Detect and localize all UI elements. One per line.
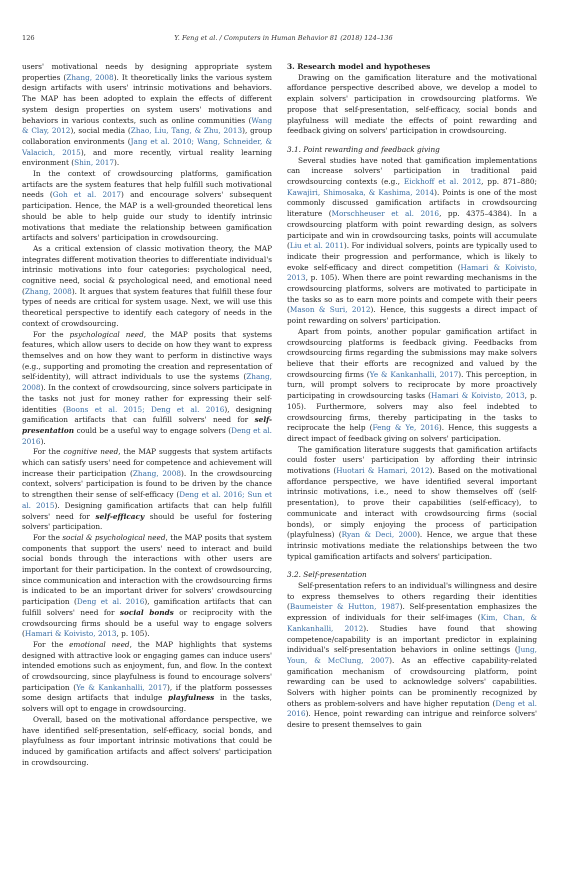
paragraph: For the social & psychological need, the MAP posits that system components that support the users' need to interact and build social bonds through the interactions with other users are important for their participation. In the context of crowdsourcing, since communication and interaction with the crowdsourcing firms is indicated to be an important driver for solvers' crowdsourcing participation (Deng et al. 2016), gamification artifacts that can fulfill solvers' need for social bonds or reciprocity with the crowdsourcing firms should be a useful way to engage solvers (Hamari & Koivisto, 2013, p. 105). bbox=[22, 532, 272, 639]
paragraph: As a critical extension of classic motivation theory, the MAP integrates different motivation theories to differentiate individual's intrinsic motivations into four categories: psychological need, cognitive need, social & psychological need, and emotional need (Zhang, 2008). It argues that system features that fulfill these four types of needs are critical for system usage. Next, we will use this theoretical perspective to identify each category of needs in the context of crowdsourcing. bbox=[22, 243, 273, 328]
citation-link[interactable]: Huotari & Hamari, 2012 bbox=[336, 466, 430, 476]
paragraph: In the context of crowdsourcing platforms, gamification artifacts are the system features that help fulfill such motivational needs (Goh et al. 2017) and encourage solvers' subsequent participation. Hence, the MAP is a well-grounded theoretical lens should be able to help guide our study to identify intrinsic motivations that mediate the relationship between gamification artifacts and solvers' participation in crowdsourcing. bbox=[22, 169, 272, 243]
citation-link[interactable]: Deng et al. 2016 bbox=[76, 597, 145, 607]
subsection-heading: 3.1. Point rewarding and feedback giving bbox=[287, 144, 440, 154]
citation-link[interactable]: Deng et al. 2016; Sun et al. 2015 bbox=[22, 490, 272, 510]
citation-link[interactable]: Hamari & Koivisto, 2013 bbox=[287, 262, 537, 283]
right-column bbox=[287, 62, 537, 731]
key-term: self-efficacy bbox=[95, 511, 145, 521]
paragraph: For the psychological need, the MAP posits that systems features, which allow users to decide on how they want to express themselves and on how they want to perform in distinctive ways (e.g., supporting and promoting the creation and representation of self-identity), will attract individuals to use the systems (Zhang, 2008). In the context of crowdsourcing, since solvers participate in the tasks not just for money rather for expressing their self-identities (Boons et al. 2015; Deng et al. 2016), designing gamification artifacts that can fulfill solvers' need for self-presentation could be a useful way to engage solvers (Deng et al. 2016). bbox=[22, 329, 273, 446]
citation-link[interactable]: Eickhoff et al. 2012 bbox=[403, 177, 482, 187]
paragraph: Overall, based on the motivational affordance perspective, we have identified self-presentation, self-efficacy, social bonds, and playfulness as four important intrinsic motivations that could be induced by gamification artifacts and affect solvers' participation in crowdsourcing. bbox=[22, 714, 272, 767]
page-header bbox=[22, 30, 545, 44]
citation-link[interactable]: Kawajiri, Shimosaka, & Kashima, 2014 bbox=[287, 187, 435, 197]
key-term: playfulness bbox=[168, 693, 215, 703]
citation-link[interactable]: Hamari & Koivisto, 2013 bbox=[430, 391, 525, 401]
paragraph: Several studies have noted that gamification implementations can increase solvers' participation in traditional paid crowdsourcing contexts (e.g., Eickhoff et al. 2012, pp. 871–880; Kawajiri, Shimosaka, & Kashima, 2014). Points is one of the most commonly discussed gamification artifacts in crowdsourcing literature (Morschheuser et al. 2016, pp. 4375–4384). In a crowdsourcing platform with point rewarding design, as solvers participate and win in crowdsourcing tasks, points will accumulate (Liu et al. 2011). For individual solvers, points are typically used to indicate their progression and performance, which is likely to evoke self-efficacy and direct competition (Hamari & Koivisto, 2013, p. 105). When there are point rewarding mechanisms in the crowdsourcing platforms, solvers are motivated to participate in the tasks so as to earn more points and compete with their peers (Mason & Suri, 2012). Hence, this suggests a direct impact of point rewarding on solvers' participation. bbox=[287, 155, 538, 326]
paragraph: The gamification literature suggests that gamification artifacts could foster users' participation by affording their intrinsic motivations (Huotari & Hamari, 2012). Based on the motivational affordance perspective, we have identified several important intrinsic motivations, i.e., need to show themselves off (self-presentation), to prove their capabilities (self-efficacy), to communicate and interact with crowdsourcing firms (social bonds), or simply enjoying the process of participation (playfulness) (Ryan & Deci, 2000). Hence, we argue that these intrinsic motivations mediate the relationships between the two typical gamification artifacts and solvers' participation. bbox=[287, 444, 537, 561]
citation-link[interactable]: Ye & Kankanhalli, 2017 bbox=[76, 682, 167, 692]
paragraph: users' motivational needs by designing appropriate system properties (Zhang, 2008). It theoretically links the various system design artifacts with users' intrinsic motivations and behaviors. The MAP has been adopted to explain the effects of different system design properties on system users' motivations and behaviors in various contexts, such as online communities (Wang & Clay, 2012), social media (Zhao, Liu, Tang, & Zhu, 2013), group collaboration environments (Jang et al. 2010; Wang, Schneider, & Valacich, 2015), and more recently, virtual reality learning environment (Shin, 2017). bbox=[22, 62, 273, 168]
citation-link[interactable]: Jang et al. 2010; Wang, Schneider, & Valacich, 2015 bbox=[22, 136, 272, 157]
running-title: Y. Feng et al. / Computers in Human Behavior 81 (2018) 124–136 bbox=[174, 34, 393, 42]
citation-link[interactable]: Zhang, 2008 bbox=[24, 286, 72, 296]
page-number: 126 bbox=[22, 34, 35, 42]
citation-link[interactable]: Mason & Suri, 2012 bbox=[289, 305, 371, 315]
citation-link[interactable]: Wang & Clay, 2012 bbox=[22, 115, 272, 136]
citation-link[interactable]: Ryan & Deci, 2000 bbox=[341, 530, 418, 540]
citation-link[interactable]: Ye & Kankanhalli, 2017 bbox=[369, 369, 459, 379]
left-column bbox=[22, 62, 272, 768]
citation-link[interactable]: Zhang, 2008 bbox=[132, 468, 181, 478]
citation-link[interactable]: Feng & Ye, 2016 bbox=[372, 423, 439, 433]
citation-link[interactable]: Morschheuser et al. 2016 bbox=[331, 209, 440, 219]
citation-link[interactable]: Boons et al. 2015; Deng et al. 2016 bbox=[65, 404, 225, 414]
citation-link[interactable]: Kim, Chan, & Kankanhalli, 2012 bbox=[287, 613, 537, 633]
key-term: social bonds bbox=[119, 607, 174, 617]
citation-link[interactable]: Shin, 2017 bbox=[74, 158, 115, 168]
paragraph: Drawing on the gamification literature and the motivational affordance perspective described above, we develop a model to explain solvers' participation in crowdsourcing platforms. We propose that self-presentation, self-efficacy, social bonds and playfulness will mediate the effects of point rewarding and feedback giving on solvers' participation in crowdsourcing. bbox=[287, 72, 537, 136]
citation-link[interactable]: Jung, Youn, & McClung, 2007 bbox=[287, 645, 537, 665]
citation-link[interactable]: Liu et al. 2011 bbox=[289, 241, 344, 251]
paragraph: For the cognitive need, the MAP suggests that system artifacts which can satisfy users' need for competence and achievement will increase their participation (Zhang, 2008). In the crowdsourcing context, solvers' participation is found to be driven by the chance to strengthen their sense of self-efficacy (Deng et al. 2016; Sun et al. 2015). Designing gamification artifacts that can help fulfill solvers' need for self-efficacy should be useful for fostering solvers' participation. bbox=[22, 447, 273, 532]
citation-link[interactable]: Goh et al. 2017 bbox=[52, 190, 122, 200]
citation-link[interactable]: Baumeister & Hutton, 1987 bbox=[289, 602, 400, 612]
section-heading: 3. Research model and hypotheses bbox=[287, 62, 431, 71]
paragraph: Apart from points, another popular gamification artifact in crowdsourcing platforms is feedback giving. Feedbacks from crowdsourcing firms regarding the submissions may make solvers believe that their efforts are recognized and valued by the crowdsourcing firms (Ye & Kankanhalli, 2017). This perception, in turn, will prompt solvers to reciprocate by more proactively participating in crowdsourcing tasks (Hamari & Koivisto, 2013, p. 105). Furthermore, solvers may also feel indebted to crowdsourcing firms, thereby participating in the tasks to reciprocate the help (Feng & Ye, 2016). Hence, this suggests a direct impact of feedback giving on solvers' participation. bbox=[287, 326, 537, 443]
citation-link[interactable]: Hamari & Koivisto, 2013 bbox=[24, 629, 117, 639]
key-term: self-presentation bbox=[22, 415, 272, 435]
subsection-heading: 3.2. Self-presentation bbox=[287, 570, 367, 580]
citation-link[interactable]: Deng et al. 2016 bbox=[287, 698, 537, 719]
citation-link[interactable]: Deng et al. 2016 bbox=[22, 425, 272, 446]
paragraph: Self-presentation refers to an individual's willingness and desire to express themselves to others regarding their identities (Baumeister & Hutton, 1987). Self-presentation emphasizes the expression of individuals for their self-images (Kim, Chan, & Kankanhalli, 2012). Studies have found that showing competence/capability is an important predictor in explaining individual's self-presentation behaviors in online settings (Jung, Youn, & McClung, 2007). As an effective capability-related gamification mechanism of crowdsourcing platform, point rewarding can be used to acknowledge solvers' capabilities. Solvers with higher points can be prominently recognized by others as problem-solvers and have higher reputation (Deng et al. 2016). Hence, point rewarding can intrigue and reinforce solvers' desire to present themselves to gain bbox=[287, 581, 538, 730]
citation-link[interactable]: Zhao, Liu, Tang, & Zhu, 2013 bbox=[130, 126, 243, 136]
paragraph: For the emotional need, the MAP highlights that systems designed with attractive look or engaging games can induce users' intended emotions such as enjoyment, fun, and flow. In the context of crowdsourcing, since playfulness is found to encourage solvers' participation (Ye & Kankanhalli, 2017), if the platform possesses some design artifacts that indulge playfulness in the tasks, solvers will opt to engage in crowdsourcing. bbox=[22, 639, 273, 714]
citation-link[interactable]: Zhang, 2008 bbox=[66, 72, 114, 82]
citation-link[interactable]: Zhang, 2008 bbox=[22, 372, 272, 393]
